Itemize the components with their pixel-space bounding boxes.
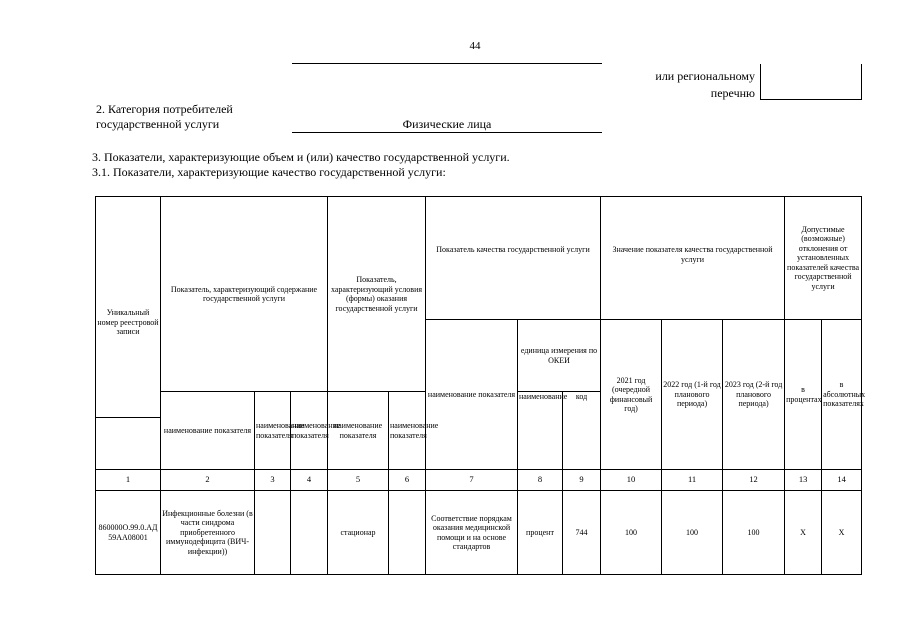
section-3-1-heading: 3.1. Показатели, характеризующие качество государственной услуги: bbox=[92, 165, 446, 179]
column-number: 14 bbox=[822, 470, 862, 491]
column-number-row bbox=[96, 470, 862, 491]
header-content-name-1: наименование показателя bbox=[161, 392, 255, 470]
header-content-indicator: Показатель, характеризующий содержание государственной услуги bbox=[161, 197, 328, 392]
registry-number: 860000О.99.0.АД59АА08001 bbox=[96, 491, 161, 575]
regional-line-1: или региональному bbox=[655, 69, 755, 83]
column-number: 10 bbox=[601, 470, 662, 491]
value-2021: 100 bbox=[601, 491, 662, 575]
header-unique-number: Уникальный номер реестровой записи bbox=[96, 197, 161, 418]
content-value-3 bbox=[291, 491, 328, 575]
column-number: 4 bbox=[291, 470, 328, 491]
column-number: 13 bbox=[785, 470, 822, 491]
header-quality-indicator: Показатель качества государственной услуги bbox=[426, 197, 601, 320]
deviation-percent: Х bbox=[785, 491, 822, 575]
category-label bbox=[96, 102, 233, 132]
unit-name: процент bbox=[518, 491, 563, 575]
header-condition-name-2: наименование показателя bbox=[389, 392, 426, 470]
header-condition-name-1: наименование показателя bbox=[328, 392, 389, 470]
header-year-2023: 2023 год (2-й год планового периода) bbox=[723, 320, 785, 470]
regional-code-box bbox=[760, 64, 862, 100]
deviation-absolute: Х bbox=[822, 491, 862, 575]
column-number: 6 bbox=[389, 470, 426, 491]
column-number: 7 bbox=[426, 470, 518, 491]
unit-code: 744 bbox=[563, 491, 601, 575]
table-row bbox=[96, 491, 862, 575]
header-year-2021: 2021 год (очередной финансовый год) bbox=[601, 320, 662, 470]
header-condition-indicator: Показатель, характеризующий условия (формы) оказания государственной услуги bbox=[328, 197, 426, 392]
quality-indicator-name: Соответствие порядкам оказания медицинской помощи и на основе стандартов bbox=[426, 491, 518, 575]
content-value: Инфекционные болезни (в части синдрома приобретенного иммунодефицита (ВИЧ-инфекции)) bbox=[161, 491, 255, 575]
column-number: 11 bbox=[662, 470, 723, 491]
value-2023: 100 bbox=[723, 491, 785, 575]
header-allowed-deviation: Допустимые (возможные) отклонения от установленных показателей качества государственной услуги bbox=[785, 197, 862, 320]
header-indicator-name: наименование показателя bbox=[426, 320, 518, 470]
quality-indicators-table bbox=[95, 196, 866, 575]
header-quality-value: Значение показателя качества государственной услуги bbox=[601, 197, 785, 320]
column-number: 5 bbox=[328, 470, 389, 491]
value-2022: 100 bbox=[662, 491, 723, 575]
header-deviation-absolute: в абсолютных показателях bbox=[822, 320, 862, 470]
category-value: Физические лица bbox=[292, 117, 602, 133]
header-unique-number-spacer bbox=[96, 418, 161, 470]
regional-line-2: перечню bbox=[710, 86, 755, 100]
column-number: 3 bbox=[255, 470, 291, 491]
column-number: 9 bbox=[563, 470, 601, 491]
category-label-line-2: государственной услуги bbox=[96, 117, 220, 131]
column-number: 1 bbox=[96, 470, 161, 491]
content-value-2 bbox=[255, 491, 291, 575]
header-deviation-percent: в процентах bbox=[785, 320, 822, 470]
category-label-line-1: 2. Категория потребителей bbox=[96, 102, 233, 116]
column-number: 2 bbox=[161, 470, 255, 491]
header-content-name-3: наименование показателя bbox=[291, 392, 328, 470]
top-rule bbox=[292, 63, 602, 64]
header-unit-code: код bbox=[563, 392, 601, 470]
page-number: 44 bbox=[469, 40, 481, 52]
header-unit-name: наименование bbox=[518, 392, 563, 470]
header-year-2022: 2022 год (1-й год планового периода) bbox=[662, 320, 723, 470]
header-unit-okei: единица измерения по ОКЕИ bbox=[518, 320, 601, 392]
column-number: 8 bbox=[518, 470, 563, 491]
column-number: 12 bbox=[723, 470, 785, 491]
section-3-heading: 3. Показатели, характеризующие объем и (или) качество государственной услуги. bbox=[92, 150, 510, 164]
header-content-name-2: наименование показателя bbox=[255, 392, 291, 470]
condition-value-2 bbox=[389, 491, 426, 575]
condition-value: стационар bbox=[328, 491, 389, 575]
regional-list-label bbox=[535, 68, 755, 102]
